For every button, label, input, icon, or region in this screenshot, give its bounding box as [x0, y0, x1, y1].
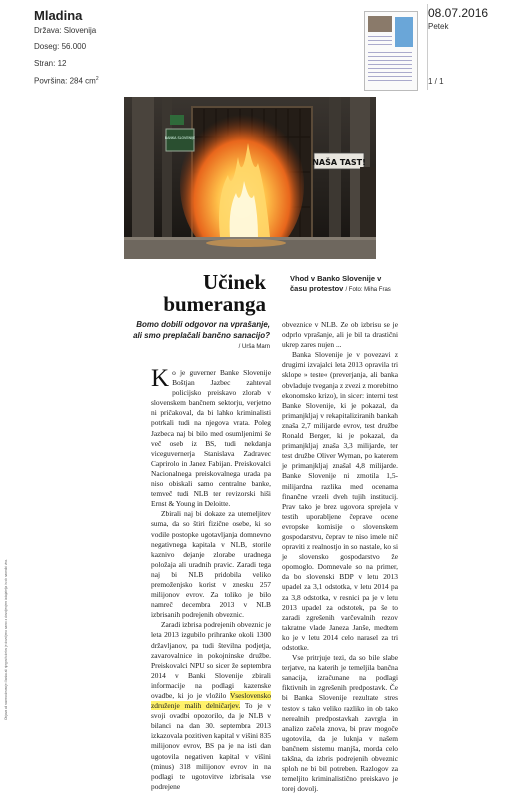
area-value: Površina: 284 cm [34, 76, 96, 86]
thumbnail-line [368, 68, 412, 69]
thumbnail-line [368, 56, 412, 57]
thumbnail-line [368, 44, 392, 45]
page-counter: 1 / 1 [428, 77, 444, 86]
thumbnail-line [368, 52, 412, 53]
article-column-1 [151, 365, 271, 792]
paragraph: Vse pritrjuje tezi, da so bile slabe terjatve, na katerih je temeljila bančna sanacija, izračunane na podlagi fiktivnih in zgrešenih predpostavk. Če bi Banka Slovenije rezultate stres testov s tako veliko razliko in ob tako nerealnih predpostavkah zavrgla in analizo začela znova, bi prav mogoče ugotovila, da je luknja v našem bančnem sistemu manjša, morda celo takšna, da izbris podrejenih obveznic sploh ne bi bil potreben. Razlogov za temeljito kriminalistično preiskavo je torej dovolj. [282, 653, 398, 794]
article-dek [130, 320, 270, 353]
issue-date: 08.07.2016 [428, 6, 489, 20]
headline [150, 271, 266, 315]
page-thumbnail[interactable] [364, 11, 418, 91]
thumbnail-line [368, 36, 392, 37]
country-label: Država: Slovenija [34, 26, 97, 35]
paragraph [151, 365, 271, 509]
thumbnail-line [368, 40, 392, 41]
protest-sign-text: NAŠA TAST! [312, 158, 366, 167]
highlighted-text: Vseslovensko združenje malih delničarjev. [151, 691, 271, 711]
thumbnail-line [368, 64, 412, 65]
paragraph [151, 620, 271, 792]
thumbnail-line [368, 60, 412, 61]
headline-line-2: bumeranga [163, 292, 266, 316]
reach-label: Doseg: 56.000 [34, 42, 87, 51]
paragraph: Zbirali naj bi dokaze za utemeljitev suma, da so štiri fizične osebe, ki so vodile postopke ugotavljanja domnevno negativnega kapitala v NLB, storile kaznivo dejanje zlorabe uradnega položaja ali uradnih pravic. Zaradi tega naj bi NLB pridobila veliko premoženjsko korist v znesku 257 milijonov evrov. Za toliko je bilo namreč decembra 2013 v NLB izbrisanih podrejenih obveznic. [151, 509, 271, 620]
copyright-sidenote: Objava ali razmnoževanje članka ali njegovih delov je dovoljeno samo z dovoljenjem izdajatelja in ob navedbi vira. [4, 559, 8, 720]
photo-credit: / Foto: Miha Fras [345, 287, 391, 293]
paragraph-text: o je guverner Banke Slovenije Boštjan Jazbec zahteval policijsko preiskavo zlorab v slovenskem bančnem sektorju, verjetno ni pričakoval, da bi lahko kriminalisti potrkali tudi na njegova vrata. Poleg Jazbeca naj bi bilo med osumljenimi še več oseb iz BS, tudi nekdanja viceguvernerja Stanislava Zadravec Caprirolo in Janez Fabijan. Preiskovalci Nacionalnega preiskovalnega urada pa niso obiskali samo centralne banke, temveč tudi NLB ter revizorski hiši Ernst & Young in Deloitte. [151, 368, 271, 509]
thumbnail-line [368, 80, 412, 81]
dek-text: Bomo dobili odgovor na vprašanje, ali smo preplačali bančno sanacijo? [133, 320, 270, 340]
page-label: Stran: 12 [34, 59, 67, 68]
area-unit-sup: 2 [95, 76, 99, 82]
photo-caption-text: Vhod v Banko Slovenije v času protestov [290, 274, 382, 293]
paragraph-text: To je v svoji ovadbi opozorilo, da je NLB v bilanci na dan 30. septembra 2013 izkazovala pozitiven kapital v višini 835 milijonov evrov, BS pa je na isti dan ugotovila negativen kapital v višini (minus) 318 milijonov evrov in na podlagi te ugotovitve izbrisala vse podrejene [151, 701, 271, 791]
headline-line-1: Učinek [203, 270, 266, 294]
thumbnail-highlight [395, 17, 413, 47]
photo-caption [290, 274, 400, 295]
drop-cap: K [151, 365, 170, 392]
issue-weekday: Petek [428, 22, 449, 31]
author-credit: / Urša Marn [238, 344, 270, 350]
paragraph: Banka Slovenije je v povezavi z drugimi izvajalci leta 2013 opravila tri sklope » teste« (preverjanja, ali banka obvladuje tveganja z zvezi z morebitno ekonomsko krizo), in sicer: interni test Banke Slovenije, ki je pokazal, da primanjkljaj v rekapitaliziranih bankah znaša 2,7 milijarde evrov, test družbe Ronald Berger, ki je pokazal, da primanjkljaj znaša 3,3 milijarde, ter test družbe Oliver Wyman, po katerem je primanjkljaj znašal 4,8 milijarde. Banke Slovenije ni zmotila 1,5-milijardna razlika med ocenama finančne vrzeli dveh tujih institucij. Prav tako je brez ugovora sprejela v testih uporabljene čeprave ocene evropske komisije o slovenskem gospodarstvu, čeprav te niso imele nič opraviti z realnostjo in so nastale, ko si je slovensko gospodarstvo že opomoglo. Domnevale so na primer, da bo slovenski BDP v letu 2013 upadel za 3,1 odstotka, v letu 2014 pa za 3,8 odstotka, v resnici pa je v letu 2013 upadel za odstotek, pa še to zaradi zgrešenih varčevalnih rezov takratne vlade Janeza Janše, medtem ko je v letu 2014 celo narasel za tri odstotke. [282, 350, 398, 652]
plaque-text: BANKA SLOVENIJE [164, 136, 196, 140]
area-label [34, 76, 99, 86]
thumbnail-line [368, 72, 412, 73]
thumbnail-photo [368, 16, 392, 32]
article-photo [124, 97, 376, 259]
publication-name: Mladina [34, 8, 83, 23]
thumbnail-line [368, 76, 412, 77]
article-column-2 [282, 320, 398, 794]
plaque-number [170, 115, 184, 125]
paragraph-text: Zaradi izbrisa podrejenih obveznic je leta 2013 izgubilo prihranke okoli 1300 državljanov, pa tudi številna podjetja, zavarovalnice in pokojninske družbe. Preiskovalci NPU so sicer že septembra 2014 v Banki Slovenije zbirali informacije na podlagi kazenske ovadbe, ki jo je vložilo [151, 620, 271, 700]
fire-protest-illustration [124, 97, 376, 259]
paragraph: obveznice v NLB. Ze ob izbrisu se je odprlo vprašanje, ali je bil ta drastični ukrep zares nujen ... [282, 320, 398, 350]
